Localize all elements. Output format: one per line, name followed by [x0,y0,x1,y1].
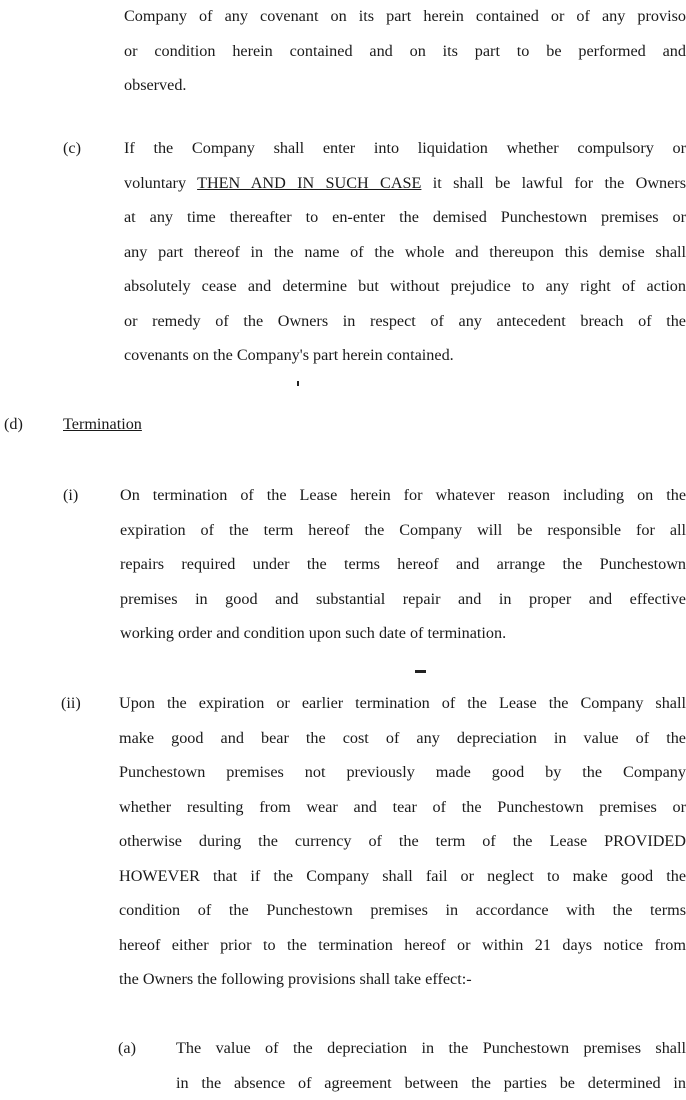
stray-mark [297,381,299,386]
text-line: observed. [124,76,187,94]
text-line: Company of any covenant on its part herein contained or of any proviso [124,7,686,25]
text-line: or remedy of the Owners in respect of any antecedent breach of the [124,311,686,330]
text-line: or condition herein contained and on its part to be performed and [124,41,686,60]
text-line: the Owners the following provisions shall take effect:- [119,970,472,988]
item-i-text [120,478,686,651]
item-ii-label: (ii) [61,694,81,712]
clause-c-text [124,131,686,373]
text-line: Upon the expiration or earlier termination of the Lease the Company shall [119,694,686,712]
text-line: absolutely cease and determine but without prejudice to any right of action [124,277,686,295]
stray-mark [415,670,426,673]
text-line: premises in good and substantial repair and in proper and effective [120,589,686,608]
text-line: working order and condition upon such date of termination. [120,624,507,642]
text-line: otherwise during the currency of the term of the Lease PROVIDED [119,832,686,850]
section-d-heading: Termination [63,415,142,433]
subitem-a-text [176,1031,686,1100]
text-line: On termination of the Lease herein for whatever reason including on the [120,486,686,504]
section-d-label: (d) [4,415,23,433]
item-i-label: (i) [63,486,79,504]
text-line: any part thereof in the name of the whole and thereupon this demise shall [124,242,686,261]
text-line: covenants on the Company's part herein contained. [124,346,454,364]
text-line: HOWEVER that if the Company shall fail or neglect to make good the [119,866,686,885]
text-line: Punchestown premises not previously made good by the Company [119,763,686,781]
text-line: whether resulting from wear and tear of the Punchestown premises or [119,797,686,816]
clause-c-label: (c) [63,139,81,157]
text-line: hereof either prior to the termination hereof or within 21 days notice from [119,935,686,954]
text-line: If the Company shall enter into liquidation whether compulsory or [124,139,686,157]
continuation-paragraph [124,0,686,103]
text-line: The value of the depreciation in the Punchestown premises shall [176,1039,686,1057]
text-line: condition of the Punchestown premises in accordance with the terms [119,901,686,919]
subitem-a-label: (a) [118,1039,136,1057]
text-line: in the absence of agreement between the parties be determined in [176,1073,686,1092]
text-line: expiration of the term hereof the Company will be responsible for all [120,520,686,539]
then-and-in-such-case: THEN AND IN SUCH CASE [197,173,422,192]
item-ii-text [119,686,686,997]
text-line: make good and bear the cost of any depreciation in value of the [119,728,686,747]
text-line: at any time thereafter to en-enter the demised Punchestown premises or [124,208,686,226]
text-line: voluntary THEN AND IN SUCH CASE it shall be lawful for the Owners [124,173,686,192]
text-line: repairs required under the terms hereof and arrange the Punchestown [120,555,686,573]
